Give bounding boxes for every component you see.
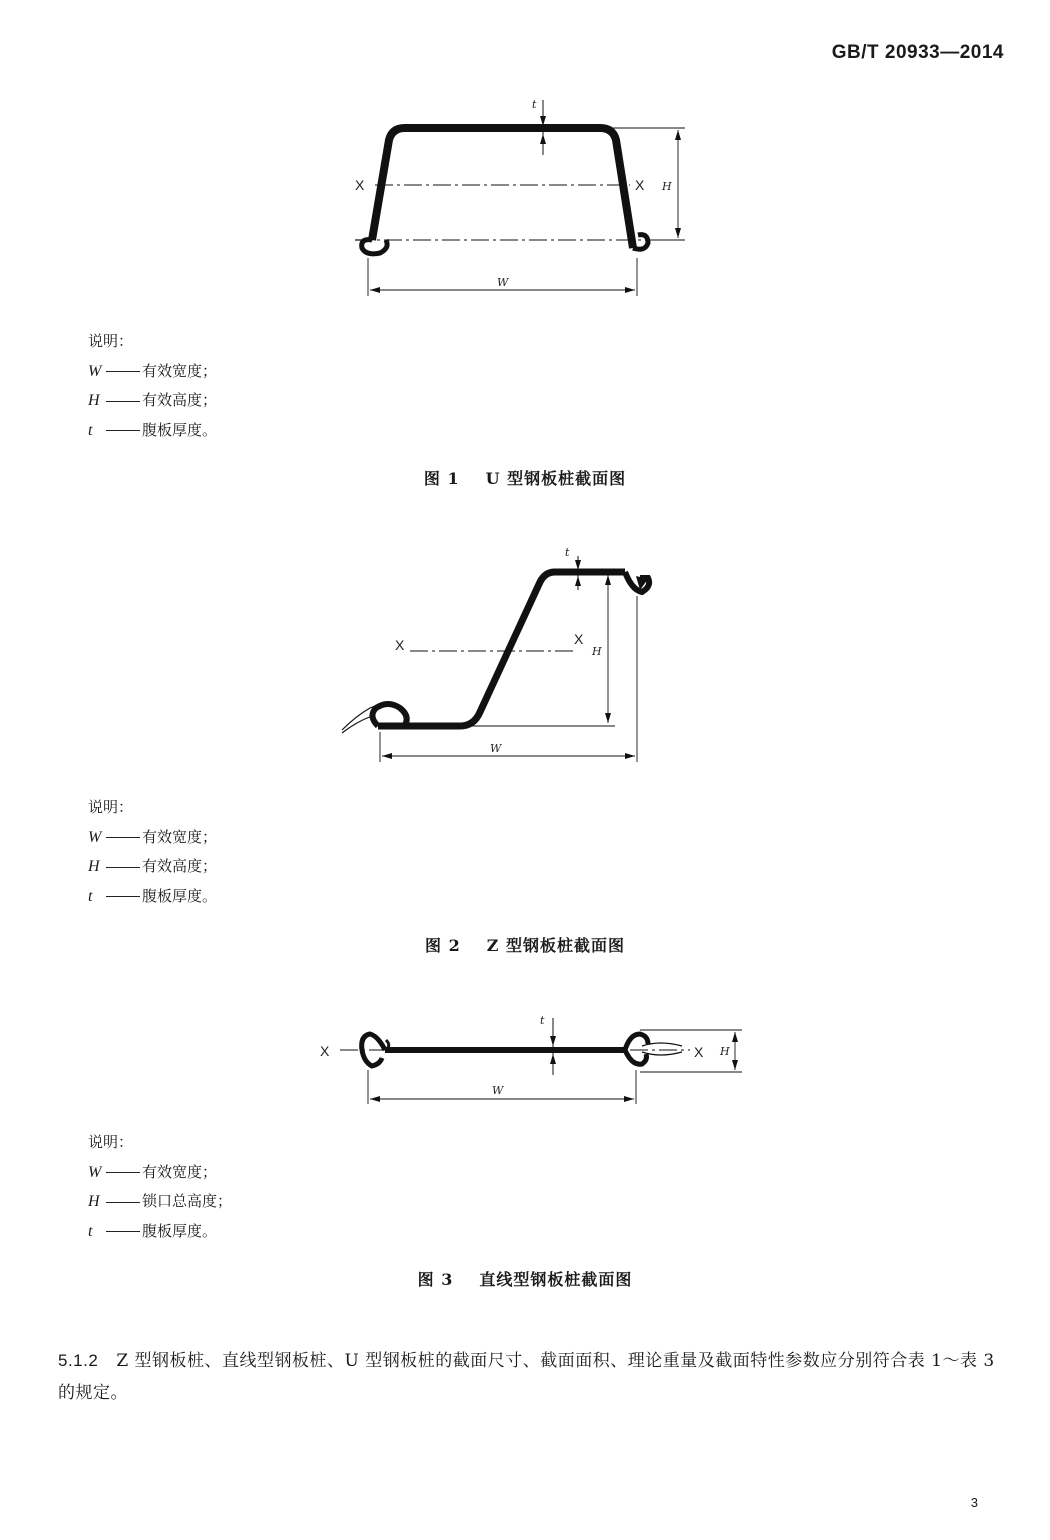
clause-5-1-2 bbox=[58, 1345, 1008, 1409]
fig3-h-label: H bbox=[720, 1045, 730, 1058]
legend-item: t 腹板厚度。 bbox=[88, 1221, 218, 1240]
legend-item: W 有效宽度； bbox=[88, 361, 218, 380]
fig2-h-label: H bbox=[592, 645, 602, 658]
fig3-x-left-label: X bbox=[320, 1043, 330, 1059]
legend-item: H 锁口总高度； bbox=[88, 1192, 233, 1210]
fig1-w-label: W bbox=[497, 276, 509, 289]
figure-1-legend bbox=[88, 327, 217, 445]
legend-item: W 有效宽度； bbox=[88, 827, 218, 846]
legend-item: t 腹板厚度。 bbox=[88, 886, 218, 905]
legend-item: W 有效宽度； bbox=[88, 1162, 218, 1181]
fig1-h-label: H bbox=[662, 180, 672, 193]
figure-2-z-profile-drawing bbox=[0, 540, 1050, 770]
legend-item: H 有效高度； bbox=[88, 391, 218, 409]
legend-title: 说明： bbox=[88, 1133, 134, 1151]
fig2-x-left-label: X bbox=[395, 637, 405, 653]
figure-3-legend bbox=[88, 1128, 232, 1246]
section-number: 5.1.2 bbox=[58, 1351, 99, 1370]
fig1-x-right-label: X bbox=[635, 177, 645, 193]
figure-1-caption: 图 1 U 型钢板桩截面图 bbox=[423, 469, 627, 488]
figure-1-u-profile-drawing bbox=[0, 95, 1050, 305]
legend-title: 说明： bbox=[88, 332, 134, 350]
page-number: 3 bbox=[970, 1495, 978, 1510]
figure-3-caption: 图 3 直线型钢板桩截面图 bbox=[417, 1270, 633, 1289]
legend-item: H 有效高度； bbox=[88, 857, 218, 875]
fig3-x-right-label: X bbox=[694, 1044, 704, 1060]
legend-item: t 腹板厚度。 bbox=[88, 420, 218, 439]
clause-text: Z 型钢板桩、直线型钢板桩、U 型钢板桩的截面尺寸、截面面积、理论重量及截面特性参数应分别符合表 1～表 3 的规定。 bbox=[58, 1351, 995, 1403]
fig2-w-label: W bbox=[490, 742, 502, 755]
figure-2-caption: 图 2 Z 型钢板桩截面图 bbox=[425, 936, 625, 955]
fig1-t-label: t bbox=[532, 98, 537, 111]
fig1-x-left-label: X bbox=[355, 177, 365, 193]
figure-2-legend bbox=[88, 793, 217, 911]
fig2-t-label: t bbox=[565, 546, 570, 559]
legend-title: 说明： bbox=[88, 798, 134, 816]
fig2-x-right-label: X bbox=[574, 631, 584, 647]
standard-code: GB/T 20933—2014 bbox=[831, 42, 1004, 63]
fig3-t-label: t bbox=[540, 1014, 545, 1027]
fig3-w-label: W bbox=[492, 1084, 504, 1097]
figure-3-straight-profile-drawing bbox=[0, 1005, 1050, 1115]
